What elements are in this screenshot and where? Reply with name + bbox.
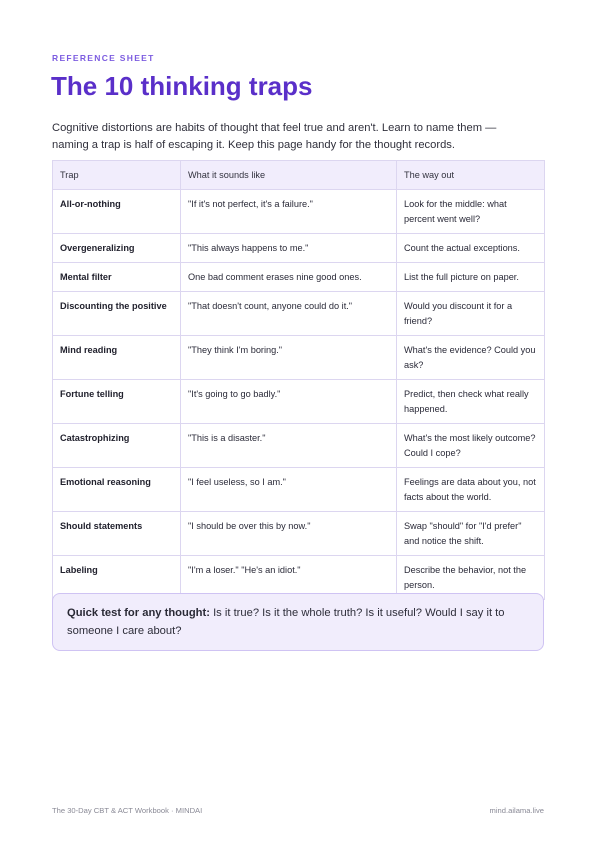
table-row	[53, 263, 545, 292]
trap-sounds-like: "It's going to go badly."	[181, 380, 397, 424]
footer-book-title: The 30-Day CBT & ACT Workbook · MINDAI	[52, 806, 203, 815]
trap-sounds-like: "I'm a loser." "He's an idiot."	[181, 556, 397, 600]
trap-way-out: What's the evidence? Could you ask?	[397, 336, 545, 380]
table-header-row	[53, 161, 545, 190]
table-row	[53, 512, 545, 556]
callout-lead: Quick test for any thought:	[67, 607, 210, 619]
column-header-way-out: The way out	[397, 161, 545, 190]
trap-way-out: Look for the middle: what percent went well?	[397, 190, 545, 234]
trap-name: Mental filter	[53, 263, 181, 292]
trap-sounds-like: "They think I'm boring."	[181, 336, 397, 380]
trap-name: Fortune telling	[53, 380, 181, 424]
column-header-trap: Trap	[53, 161, 181, 190]
table-row	[53, 292, 545, 336]
trap-way-out: Swap "should" for "I'd prefer" and notice the shift.	[397, 512, 545, 556]
thinking-traps-table	[52, 160, 545, 600]
column-header-sounds-like: What it sounds like	[181, 161, 397, 190]
page-title: The 10 thinking traps	[51, 71, 313, 101]
trap-sounds-like: "If it's not perfect, it's a failure."	[181, 190, 397, 234]
table-row	[53, 380, 545, 424]
trap-name: Discounting the positive	[53, 292, 181, 336]
trap-way-out: Count the actual exceptions.	[397, 234, 545, 263]
trap-name: Catastrophizing	[53, 424, 181, 468]
trap-way-out: Predict, then check what really happened.	[397, 380, 545, 424]
callout-text: Is it true? Is it the whole truth? Is it useful? Would I say it to someone I care about?	[67, 607, 505, 637]
trap-sounds-like: "I feel useless, so I am."	[181, 468, 397, 512]
trap-sounds-like: "This is a disaster."	[181, 424, 397, 468]
quick-test-callout	[52, 593, 544, 651]
trap-way-out: Describe the behavior, not the person.	[397, 556, 545, 600]
trap-name: Should statements	[53, 512, 181, 556]
trap-name: Emotional reasoning	[53, 468, 181, 512]
trap-way-out: What's the most likely outcome? Could I cope?	[397, 424, 545, 468]
trap-sounds-like: "I should be over this by now."	[181, 512, 397, 556]
trap-way-out: Feelings are data about you, not facts about the world.	[397, 468, 545, 512]
eyebrow-label: REFERENCE SHEET	[52, 53, 155, 63]
trap-name: Labeling	[53, 556, 181, 600]
footer-url: mind.ailama.live	[489, 806, 544, 815]
trap-name: Mind reading	[53, 336, 181, 380]
table-row	[53, 190, 545, 234]
table-row	[53, 234, 545, 263]
trap-name: Overgeneralizing	[53, 234, 181, 263]
trap-sounds-like: One bad comment erases nine good ones.	[181, 263, 397, 292]
table-row	[53, 336, 545, 380]
trap-sounds-like: "That doesn't count, anyone could do it."	[181, 292, 397, 336]
trap-name: All-or-nothing	[53, 190, 181, 234]
table-row	[53, 424, 545, 468]
intro-paragraph: Cognitive distortions are habits of thought that feel true and aren't. Learn to name them — naming a trap is half of escaping it. Keep this page handy for the thought records.	[52, 122, 497, 151]
table-row	[53, 468, 545, 512]
trap-sounds-like: "This always happens to me."	[181, 234, 397, 263]
trap-way-out: Would you discount it for a friend?	[397, 292, 545, 336]
trap-way-out: List the full picture on paper.	[397, 263, 545, 292]
